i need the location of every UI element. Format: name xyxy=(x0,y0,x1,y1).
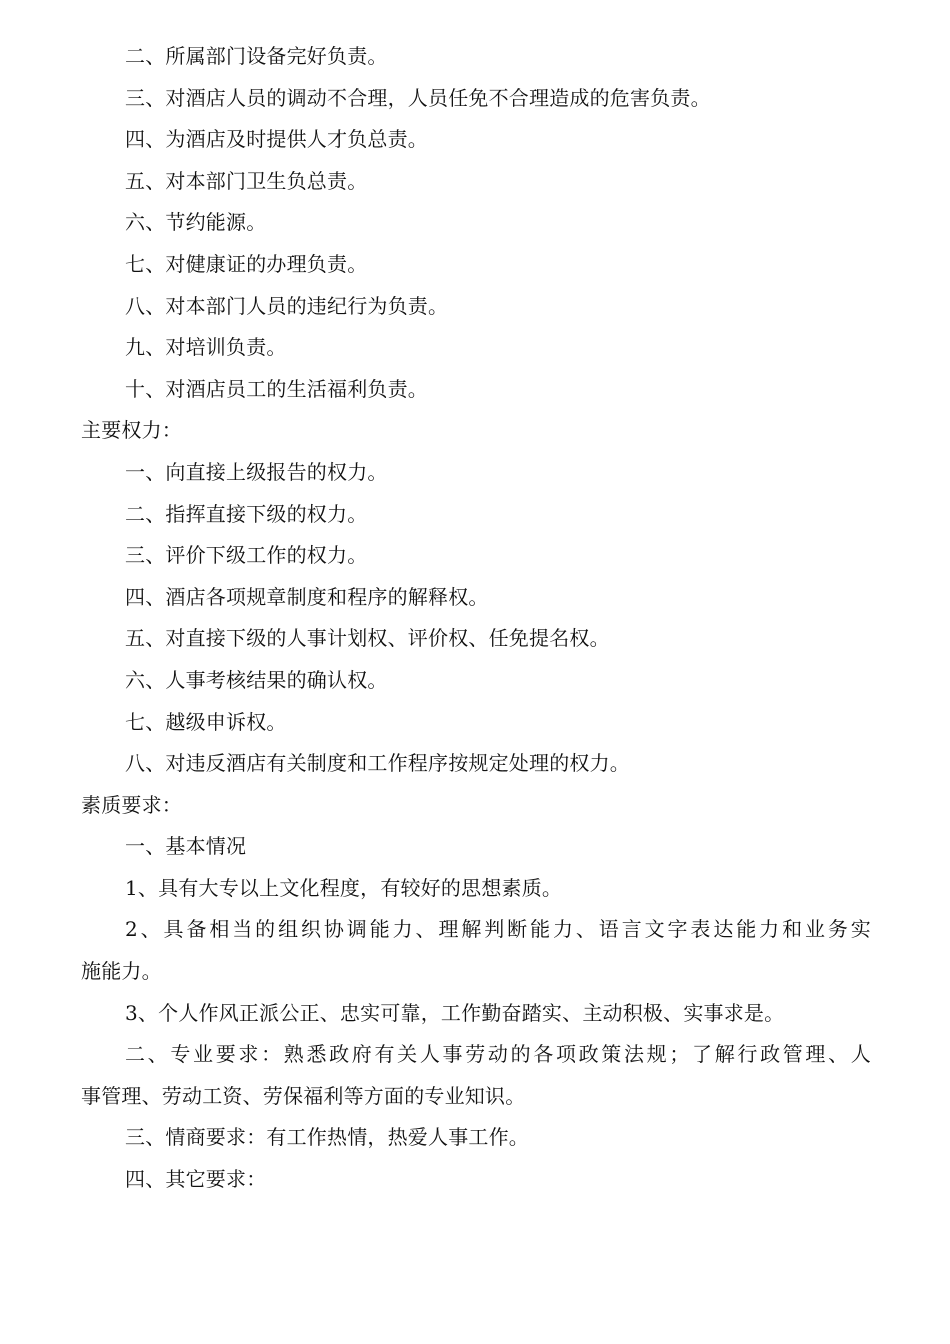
professional-requirement-continuation: 事管理、劳动工资、劳保福利等方面的专业知识。 xyxy=(81,1083,526,1108)
powers-heading: 主要权力： xyxy=(81,418,182,443)
power-item: 七、越级申诉权。 xyxy=(125,709,287,734)
basic-requirement-item: 1、具有大专以上文化程度，有较好的思想素质。 xyxy=(125,875,563,900)
responsibility-item: 九、对培训负责。 xyxy=(125,335,287,360)
basic-requirement-continuation: 施能力。 xyxy=(81,959,162,984)
qualifications-heading: 素质要求： xyxy=(81,792,182,817)
document-page xyxy=(81,36,871,1201)
basic-requirement-item: 3、个人作风正派公正、忠实可靠，工作勤奋踏实、主动积极、实事求是。 xyxy=(125,1000,785,1025)
professional-requirement: 二、专业要求：熟悉政府有关人事劳动的各项政策法规；了解行政管理、人 xyxy=(125,1042,871,1067)
responsibility-item: 六、节约能源。 xyxy=(125,210,267,235)
power-item: 八、对违反酒店有关制度和工作程序按规定处理的权力。 xyxy=(125,751,630,776)
eq-requirement: 三、情商要求：有工作热情，热爱人事工作。 xyxy=(125,1125,529,1150)
responsibility-item: 四、为酒店及时提供人才负总责。 xyxy=(125,127,428,152)
responsibility-item: 十、对酒店员工的生活福利负责。 xyxy=(125,376,428,401)
power-item: 三、评价下级工作的权力。 xyxy=(125,543,368,568)
responsibility-item: 五、对本部门卫生负总责。 xyxy=(125,168,368,193)
other-requirements: 四、其它要求： xyxy=(125,1167,267,1192)
power-item: 五、对直接下级的人事计划权、评价权、任免提名权。 xyxy=(125,626,610,651)
responsibility-item: 七、对健康证的办理负责。 xyxy=(125,251,368,276)
power-item: 一、向直接上级报告的权力。 xyxy=(125,459,388,484)
basic-requirement-item: 2、具备相当的组织协调能力、理解判断能力、语言文字表达能力和业务实 xyxy=(125,917,871,942)
power-item: 六、人事考核结果的确认权。 xyxy=(125,667,388,692)
responsibility-item: 二、所属部门设备完好负责。 xyxy=(125,44,388,68)
power-item: 二、指挥直接下级的权力。 xyxy=(125,501,368,526)
basic-requirements-title: 一、基本情况 xyxy=(125,834,247,859)
power-item: 四、酒店各项规章制度和程序的解释权。 xyxy=(125,584,489,609)
responsibility-item: 三、对酒店人员的调动不合理，人员任免不合理造成的危害负责。 xyxy=(125,85,711,110)
responsibility-item: 八、对本部门人员的违纪行为负责。 xyxy=(125,293,449,318)
